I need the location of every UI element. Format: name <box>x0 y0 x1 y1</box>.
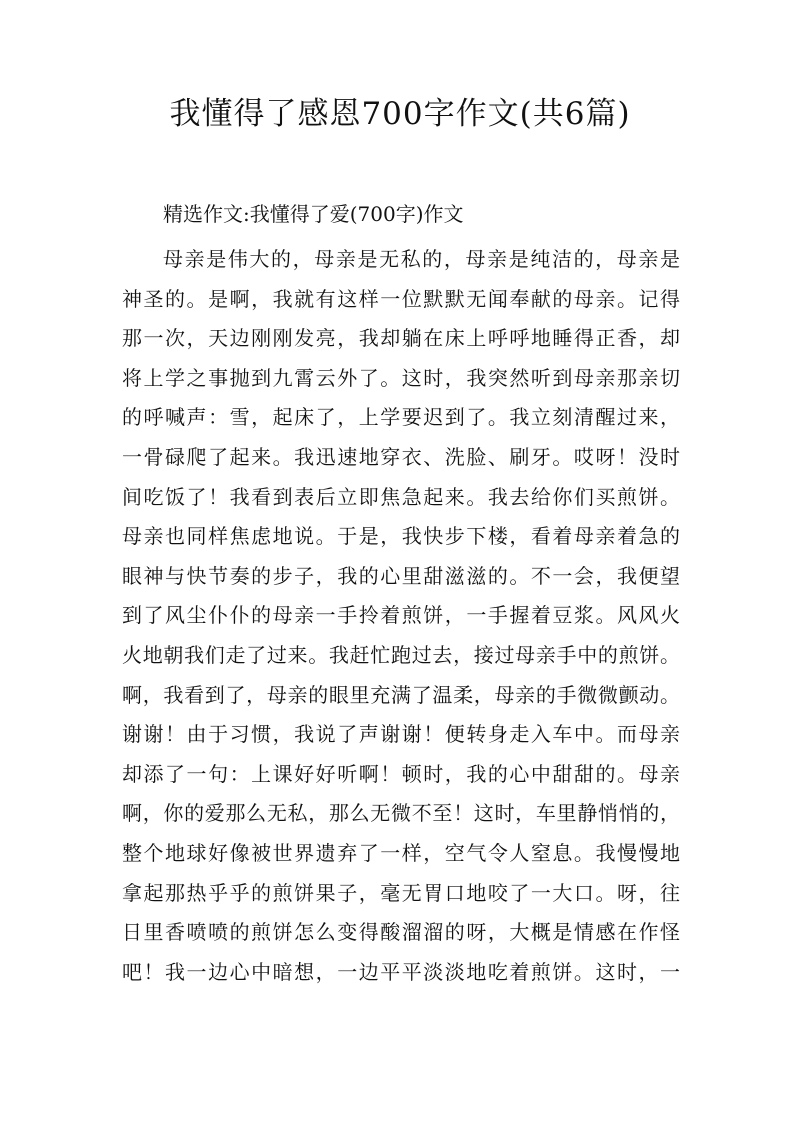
body-line: 吧！我一边心中暗想，一边平平淡淡地吃着煎饼。这时，一 <box>122 959 680 984</box>
body-line: 谢谢！由于习惯，我说了声谢谢！便转身走入车中。而母亲 <box>122 722 680 747</box>
body-line: 那一次，天边刚刚发亮，我却躺在床上呼呼地睡得正香，却 <box>122 326 680 351</box>
body-line: 拿起那热乎乎的煎饼果子，毫无胃口地咬了一大口。呀，往 <box>122 880 680 905</box>
body-line: 却添了一句：上课好好听啊！顿时，我的心中甜甜的。母亲 <box>122 761 680 786</box>
body-line: 间吃饭了！我看到表后立即焦急起来。我去给你们买煎饼。 <box>122 484 680 509</box>
page-title: 我懂得了感恩700字作文(共6篇) <box>169 96 631 132</box>
body-line: 一骨碌爬了起来。我迅速地穿衣、洗脸、刷牙。哎呀！没时 <box>122 444 680 469</box>
essay-body <box>122 240 680 992</box>
body-line: 将上学之事抛到九霄云外了。这时，我突然听到母亲那亲切 <box>122 365 680 390</box>
body-line: 神圣的。是啊，我就有这样一位默默无闻奉献的母亲。记得 <box>122 286 680 311</box>
body-line: 啊，我看到了，母亲的眼里充满了温柔，母亲的手微微颤动。 <box>122 682 680 707</box>
body-line: 整个地球好像被世界遗弃了一样，空气令人窒息。我慢慢地 <box>122 840 680 865</box>
body-line: 到了风尘仆仆的母亲一手拎着煎饼，一手握着豆浆。风风火 <box>122 603 680 628</box>
body-line: 日里香喷喷的煎饼怎么变得酸溜溜的呀，大概是情感在作怪 <box>122 920 680 945</box>
body-line: 母亲是伟大的，母亲是无私的，母亲是纯洁的，母亲是 <box>163 247 680 271</box>
body-line: 的呼喊声：雪，起床了，上学要迟到了。我立刻清醒过来， <box>122 405 680 430</box>
body-line: 母亲也同样焦虑地说。于是，我快步下楼，看着母亲着急的 <box>122 524 680 549</box>
body-line: 啊，你的爱那么无私，那么无微不至！这时，车里静悄悄的， <box>122 801 680 826</box>
essay-subtitle: 精选作文:我懂得了爱(700字)作文 <box>163 202 464 226</box>
body-line: 火地朝我们走了过来。我赶忙跑过去，接过母亲手中的煎饼。 <box>122 642 680 667</box>
body-line: 眼神与快节奏的步子，我的心里甜滋滋的。不一会，我便望 <box>122 563 680 588</box>
